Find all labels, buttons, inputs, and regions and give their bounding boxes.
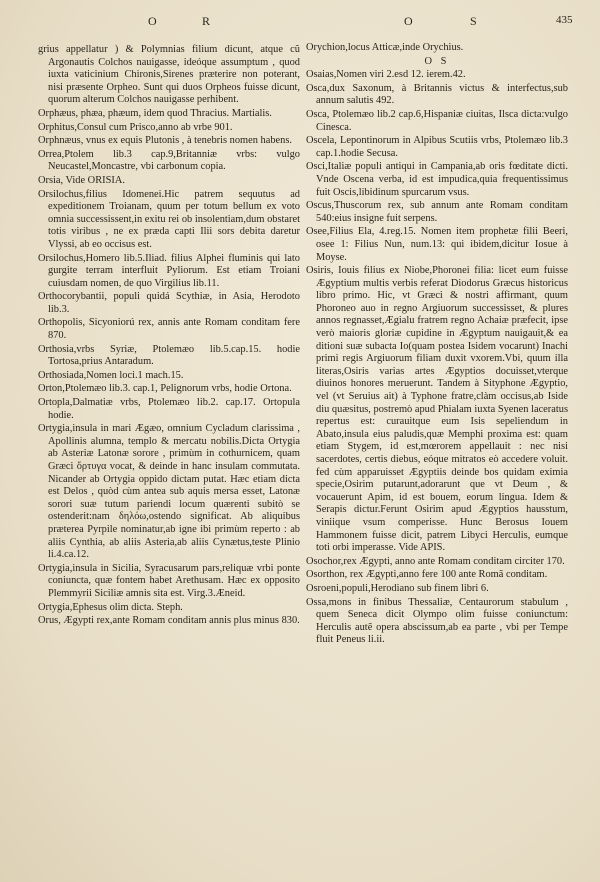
dictionary-entry: Orrea,Ptolem lib.3 cap.9,Britanniæ vrbs: vulgo Neucastel,Moncastre, vbi carbonum copia. [38, 148, 300, 173]
dictionary-entry: Osaias,Nomen viri 2.esd 12. ierem.42. [306, 69, 466, 81]
dictionary-entry: Ortygia,insula in mari Ægæo, omnium Cycladum clarissima , Apollinis alumna, templo & mercatu nobilis.Dicta Ortygia ab Asteriæ Latonæ sorore , primùm in cothurnicem, quam Græci ὄρτυγα vocat, & deinde in hanc insulam commutata. Nicander ab Ortygia oppido dictam putat. Hæc etiam dicta est Delos , quòd cùm antea sub aquis mersa esset, Latonæ sorori suæ tutum pariendi locum quærenti subitò se ostenderit:nam δηλόω,ostendo significat. Ab aliquibus præterea Pyrpile nominatur,ab igne ibi primùm reperto : ab aliis Cynthia, ab aliis Asteria,ab aliis Cynætus,teste Plinio li.4.ca.12. [38, 423, 300, 561]
running-head-letter: O [404, 14, 414, 28]
dictionary-entry: Orthopolis, Sicyoniorú rex, annis ante Romam conditam fere 870. [38, 317, 300, 342]
dictionary-entry: Ortygia,insula in Sicilia, Syracusarum pars,reliquæ vrbi ponte coniuncta, quæ fontem habet Arethusam. Hæc ex opposito Plemmyrii Siciliæ amnis sita est. Virg.3.Æneid. [38, 562, 300, 599]
dictionary-entry: Osroeni,populi,Herodiano sub finem libri 6. [306, 582, 489, 594]
running-head-letter: O [148, 14, 158, 28]
dictionary-entry: Orphnæus, vnus ex equis Plutonis , à tenebris nomen habens. [38, 135, 292, 147]
dictionary-entry: Orsilochus,Homero lib.5.Iliad. filius Alphei fluminis qui lato gurgite terram interfluit Pyliorum. Est etiam Troiani cuiusdam nomen, de quo Virgilius lib.11. [38, 252, 300, 289]
dictionary-entry: Osca, Ptolemæo lib.2 cap.6,Hispaniæ ciuitas, Ilsca dicta:vulgo Cinesca. [306, 108, 568, 133]
page-number: 435 [556, 14, 573, 26]
dictionary-entry: Oscela, Lepontinorum in Alpibus Scutiis vrbs, Ptolemæo lib.3 cap.1.hodie Secusa. [306, 135, 568, 159]
dictionary-entry: Ortopla,Dalmatiæ vrbs, Ptolemæo lib.2. cap.17. Ortopula hodie. [38, 397, 300, 421]
right-column [306, 42, 568, 648]
dictionary-entry: Orphæus, phæa, phæum, idem quod Thracius. Martialis. [38, 107, 272, 119]
dictionary-entry: Orphitus,Consul cum Prisco,anno ab vrbe 901. [38, 121, 233, 133]
dictionary-entry: Osiris, Iouis filius ex Niobe,Phoronei filia: licet eum fuisse Ægyptium multis verbis referat Diodorus Græcus historicus libro primo. Hic, vt Græci & nostri affirmant, quum Phoroneo auo in regno Argiuorum successisset, & plures annos regnasset,Ægialu fratrem regno Achaiæ præfecit, ipse verò maioris gloriæ cupidine in Ægyptum nauigauit,& ea ditioni suæ subacta Io(quam postea Isidem vocarunt) Inachi primi regis Argiuorum filiam duxit vxorem.Vbi, quum illa literas,Osiris varias artes Ægyptios docuisset,vterque diuinos honores meruerunt. Tandem à Sityphone Ægyptio, vel (vt Seruius ait) à Typhone fratre,clàm occisus,ab Iside diu quæsitus, postremò apud Phialam iuxta Syenen laceratus repertus est: curauitque eum Isis sepeliendum in Abato,insula eius paludis,quæ Memphi proxima est: quam etiam Stygem, id est,mœrorem appellauit : nec nisi sacerdotes, certis diebus, eóque mitratos eò accedere voluit. fed cùm apparuisset Ægyptiis deinde bos quidam eximia specie,Osirim putarunt,adorarunt que vt Deum , & vocauerunt Apim, id est bouem, eorum lingua. Idem & Serapis dictur.Ferunt Osirim apud Ægyptios hausstum, viniique vsum comperisse. Hunc Berosus Iouem Hammonem fuisse dicit, patrem Libyci Herculis, eumque toti orbi imperasse. Vide APIS. [306, 265, 568, 554]
running-head-letter: R [202, 14, 212, 28]
dictionary-entry: Osee,Filius Ela, 4.reg.15. Nomen item prophetæ filii Beeri, osee 1: Filius Nun, num.13: qui ibidem,dicitur Iosue à Moyse. [306, 226, 568, 263]
dictionary-entry: Osca,dux Saxonum, à Britannis victus & interfectus,sub annum salutis 492. [306, 82, 568, 107]
dictionary-entry: Orthosiada,Nomen loci.1 mach.15. [38, 369, 184, 381]
dictionary-entry: Osorthon, rex Ægypti,anno fere 100 ante Romã conditam. [306, 569, 548, 581]
dictionary-entry: Osci,Italiæ populi antiqui in Campania,ab oris fœditate dicti. Vnde Oscena verba, id est impudica,quia frequentissimus fuit Oscis,libidinum spurcarum vsus. [306, 161, 568, 198]
dictionary-entry: Osochor,rex Ægypti, anno ante Romam conditam circiter 170. [306, 555, 565, 567]
dictionary-entry: Orthocorybantii, populi quidá Scythiæ, in Asia, Herodoto lib.3. [38, 291, 300, 315]
dictionary-entry: Oscus,Thuscorum rex, sub annum ante Romam conditam 540:eius insigne fuit serpens. [306, 200, 568, 224]
dictionary-entry: Orychion,locus Atticæ,inde Orychius. [306, 42, 464, 53]
dictionary-entry: Ossa,mons in finibus Thessaliæ, Centaurorum stabulum , quem Seneca dicit Olympo olim fuisse coniunctum: Herculis autẽ opera abscissum,ab ea parte , vbi per Tempe fluit Peneus li.ii. [306, 596, 568, 646]
running-head-letter: S [470, 14, 478, 28]
dictionary-entry: Orthosia,vrbs Syriæ, Ptolemæo lib.5.cap.15. hodie Tortosa,prius Antaradum. [38, 343, 300, 368]
dictionary-entry: Orsia, Vide ORISIA. [38, 174, 125, 186]
running-head [0, 14, 600, 34]
left-column [38, 44, 300, 629]
dictionary-entry: Orus, Ægypti rex,ante Romam conditam annis plus minus 830. [38, 615, 300, 627]
dictionary-entry: Orton,Ptolemæo lib.3. cap.1, Pelignorum vrbs, hodie Ortona. [38, 383, 292, 395]
dictionary-entry: Orsilochus,filius Idomenei.Hic patrem sequutus ad expeditionem Troianam, quum per totum bellum ex voto omnia successissent,in exitu rei ob insolentiam,dum obstaret totis viribus , ne ex præda capti Ilii sors debita daretur Vlyssi, ab eo occisus est. [38, 188, 300, 250]
dictionary-entry: Ortygia,Ephesus olim dicta. Steph. [38, 601, 183, 613]
section-heading: O S [424, 55, 450, 67]
dictionary-entry: grius appellatur ) & Polymnias filium dicunt, atque cũ Argonautis Colchos nauigasse, ideóque assumptum , quod iuxta vaticinium Chironis,Sirenes præterire non poterant, nisi præsente Orpheo. Sunt qui duos Orpheos fuisse dicunt, quorum alterum Colchos nauigasse perhibent. [38, 44, 300, 106]
